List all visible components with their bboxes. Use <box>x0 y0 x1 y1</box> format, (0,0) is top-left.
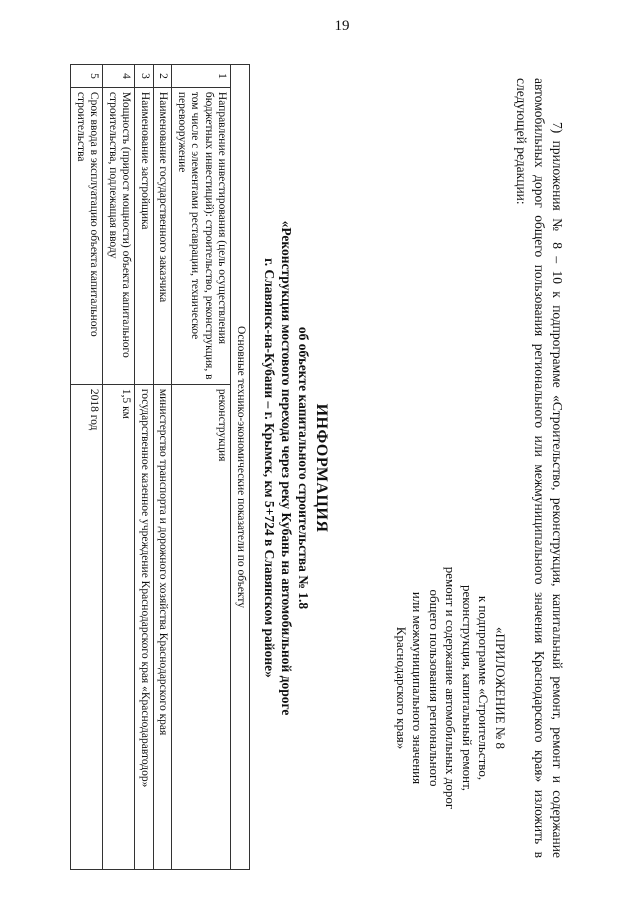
info-subtitle-line: об объекте капитального строительства № 1.8 <box>296 326 311 610</box>
intro-paragraph: 7) приложения № 8 – 10 к подпрограмме «Строительство, реконструкция, капитальный ремонт, ремонт и содержание автомобильных дорог общего пользования регионального или межмуниципального значения Краснодарского края» изложить в следующей редакции: <box>514 78 566 858</box>
appendix-line: общего пользования регионального <box>427 589 442 787</box>
table-row <box>71 65 103 870</box>
appendix-line: или межмуниципального значения <box>410 591 426 785</box>
row-value: 1,5 км <box>103 384 135 869</box>
appendix-line: реконструкция, капитальный ремонт, <box>460 584 475 792</box>
appendix-line: к подпрограмме «Строительство, <box>476 595 492 781</box>
row-number: 5 <box>71 65 103 88</box>
row-number: 1 <box>172 65 231 88</box>
info-heading: ИНФОРМАЦИЯ <box>313 403 330 533</box>
row-name: Направление инвестирования (цель осуществления бюджетных инвестиций): строительство, реконструкция, в том числе с элементами реставрации, техническое перевооружение <box>172 87 231 384</box>
row-name: Наименование застройщика <box>135 87 154 384</box>
table-row <box>135 65 154 870</box>
appendix-header <box>393 528 509 848</box>
appendix-line: Краснодарского края» <box>394 626 409 750</box>
row-name: Мощность (прирост мощности) объекта капитального строительства, подлежащая вводу <box>103 87 135 384</box>
table-row <box>172 65 231 870</box>
info-title <box>261 98 330 838</box>
table-header-row <box>231 65 250 870</box>
object-indicators-table <box>71 64 251 870</box>
row-value: министерство транспорта и дорожного хозяйства Краснодарского края <box>154 384 173 869</box>
info-subtitle-line: г. Славянск-на-Кубани – г. Крымск, км 5+724 в Славянском районе» <box>262 258 277 678</box>
rotated-page-content <box>40 58 580 878</box>
appendix-line: «ПРИЛОЖЕНИЕ № 8 <box>493 626 508 750</box>
table-row <box>103 65 135 870</box>
row-name: Наименование государственного заказчика <box>154 87 173 384</box>
table-header: Основные технико-экономические показатели по объекту <box>231 65 250 870</box>
row-name: Срок ввода в эксплуатацию объекта капитального строительства <box>71 87 103 384</box>
row-value: 2018 год <box>71 384 103 869</box>
row-number: 2 <box>154 65 173 88</box>
row-number: 4 <box>103 65 135 88</box>
info-subtitle-line: «Реконструкция мостового перехода через реку Кубань на автомобильной дороге <box>279 220 294 716</box>
row-value: государственное казенное учреждение Краснодарского края «Краснодаравтодор» <box>135 384 154 869</box>
table-row <box>154 65 173 870</box>
row-number: 3 <box>135 65 154 88</box>
row-value: реконструкция <box>172 384 231 869</box>
appendix-line: ремонт и содержание автомобильных дорог <box>443 566 459 810</box>
page-number: 19 <box>334 18 350 34</box>
